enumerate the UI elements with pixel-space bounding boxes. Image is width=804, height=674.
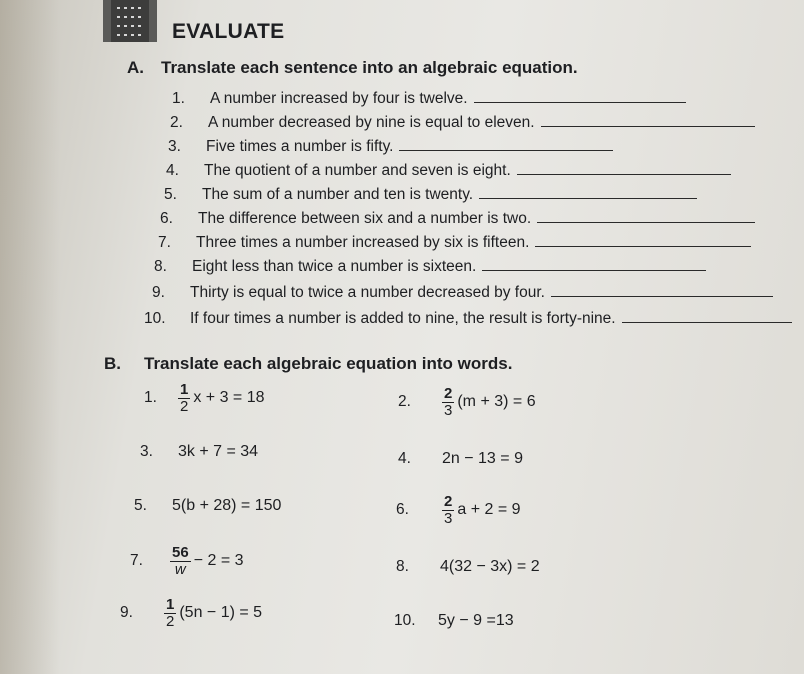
- equation-text: 5(b + 28) = 150: [172, 497, 282, 514]
- answer-blank[interactable]: [537, 208, 755, 223]
- section-a-item-5: [164, 184, 697, 204]
- item-text: Five times a number is fifty.: [206, 138, 394, 155]
- equation-text: 5y − 9 =13: [438, 612, 514, 629]
- numerator: 1: [166, 596, 175, 613]
- item-number: 2.: [170, 114, 183, 131]
- section-b-letter: B.: [104, 354, 121, 373]
- section-a-item-8: [154, 256, 706, 276]
- section-a-item-2: [170, 112, 755, 132]
- equation-text: 3k + 7 = 34: [178, 443, 259, 460]
- equation-number: 10.: [394, 612, 416, 629]
- equation-5: [134, 497, 281, 515]
- equation-number: 3.: [140, 443, 153, 460]
- item-text: Three times a number increased by six is fifteen.: [196, 234, 530, 251]
- section-a-title: Translate each sentence into an algebraic equation.: [161, 58, 578, 77]
- numerator: 1: [180, 381, 189, 398]
- equation-1: [144, 382, 265, 415]
- equation-number: 9.: [120, 604, 133, 622]
- item-number: 7.: [158, 234, 171, 251]
- equation-text: 2n − 13 = 9: [442, 450, 523, 467]
- equation-3: [140, 443, 258, 461]
- denominator: 3: [444, 509, 453, 527]
- equation-2: [398, 386, 536, 419]
- equation-7: [130, 545, 244, 578]
- equation-text: a + 2 = 9: [457, 501, 521, 519]
- answer-blank[interactable]: [482, 256, 706, 271]
- equation-6: [396, 494, 521, 527]
- answer-blank[interactable]: [535, 232, 751, 247]
- item-number: 8.: [154, 258, 167, 275]
- equation-8: [396, 558, 540, 576]
- answer-blank[interactable]: [399, 136, 613, 151]
- denominator: 2: [166, 612, 175, 630]
- denominator: 3: [444, 401, 453, 419]
- numerator: 2: [444, 385, 453, 402]
- equation-number: 5.: [134, 497, 147, 514]
- item-number: 4.: [166, 162, 179, 179]
- section-a-item-9: [152, 282, 773, 302]
- equation-4: [398, 450, 523, 468]
- item-text: The sum of a number and ten is twenty.: [202, 186, 474, 203]
- item-text: Eight less than twice a number is sixteen.: [192, 258, 477, 275]
- denominator: 2: [180, 397, 189, 415]
- item-number: 5.: [164, 186, 177, 203]
- equation-number: 1.: [144, 389, 157, 407]
- section-a-item-7: [158, 232, 751, 252]
- section-a-item-6: [160, 208, 755, 228]
- page-title: EVALUATE: [172, 20, 285, 43]
- numerator: 56: [172, 544, 189, 561]
- item-number: 9.: [152, 284, 165, 301]
- answer-blank[interactable]: [474, 88, 686, 103]
- answer-blank[interactable]: [551, 282, 773, 297]
- fraction: [170, 545, 191, 578]
- equation-text: − 2 = 3: [193, 552, 244, 570]
- section-a-item-10: [144, 308, 792, 328]
- equation-text: 4(32 − 3x) = 2: [440, 558, 540, 575]
- equation-number: 6.: [396, 501, 409, 519]
- item-number: 3.: [168, 138, 181, 155]
- item-text: A number decreased by nine is equal to eleven.: [208, 114, 535, 131]
- numerator: 2: [444, 493, 453, 510]
- equation-number: 4.: [398, 450, 411, 467]
- answer-blank[interactable]: [541, 112, 755, 127]
- fraction: [442, 494, 454, 527]
- abacus-icon: [103, 0, 157, 42]
- equation-number: 8.: [396, 558, 409, 575]
- equation-number: 2.: [398, 393, 411, 411]
- answer-blank[interactable]: [479, 184, 697, 199]
- item-number: 6.: [160, 210, 173, 227]
- equation-text: (5n − 1) = 5: [179, 604, 263, 622]
- item-text: If four times a number is added to nine, the result is forty-nine.: [190, 310, 616, 327]
- item-text: The quotient of a number and seven is eight.: [204, 162, 511, 179]
- section-a-letter: A.: [127, 58, 144, 77]
- section-a-item-1: [172, 88, 686, 108]
- equation-text: (m + 3) = 6: [457, 393, 536, 411]
- equation-text: x + 3 = 18: [193, 389, 265, 407]
- item-number: 1.: [172, 90, 185, 107]
- section-b-title: Translate each algebraic equation into words.: [144, 354, 513, 373]
- denominator: w: [174, 560, 186, 578]
- item-text: The difference between six and a number is two.: [198, 210, 532, 227]
- section-a-heading: [127, 58, 578, 78]
- fraction: [178, 382, 190, 415]
- item-text: A number increased by four is twelve.: [210, 90, 468, 107]
- item-number: 10.: [144, 310, 166, 327]
- equation-10: [394, 612, 514, 630]
- answer-blank[interactable]: [622, 308, 792, 323]
- section-a-item-3: [168, 136, 613, 156]
- item-text: Thirty is equal to twice a number decreased by four.: [190, 284, 545, 301]
- equation-9: [120, 597, 262, 630]
- section-a-item-4: [166, 160, 731, 180]
- page-shadow: [0, 0, 60, 674]
- section-b-heading: [104, 354, 512, 374]
- equation-number: 7.: [130, 552, 143, 570]
- fraction: [442, 386, 454, 419]
- fraction: [164, 597, 176, 630]
- answer-blank[interactable]: [517, 160, 731, 175]
